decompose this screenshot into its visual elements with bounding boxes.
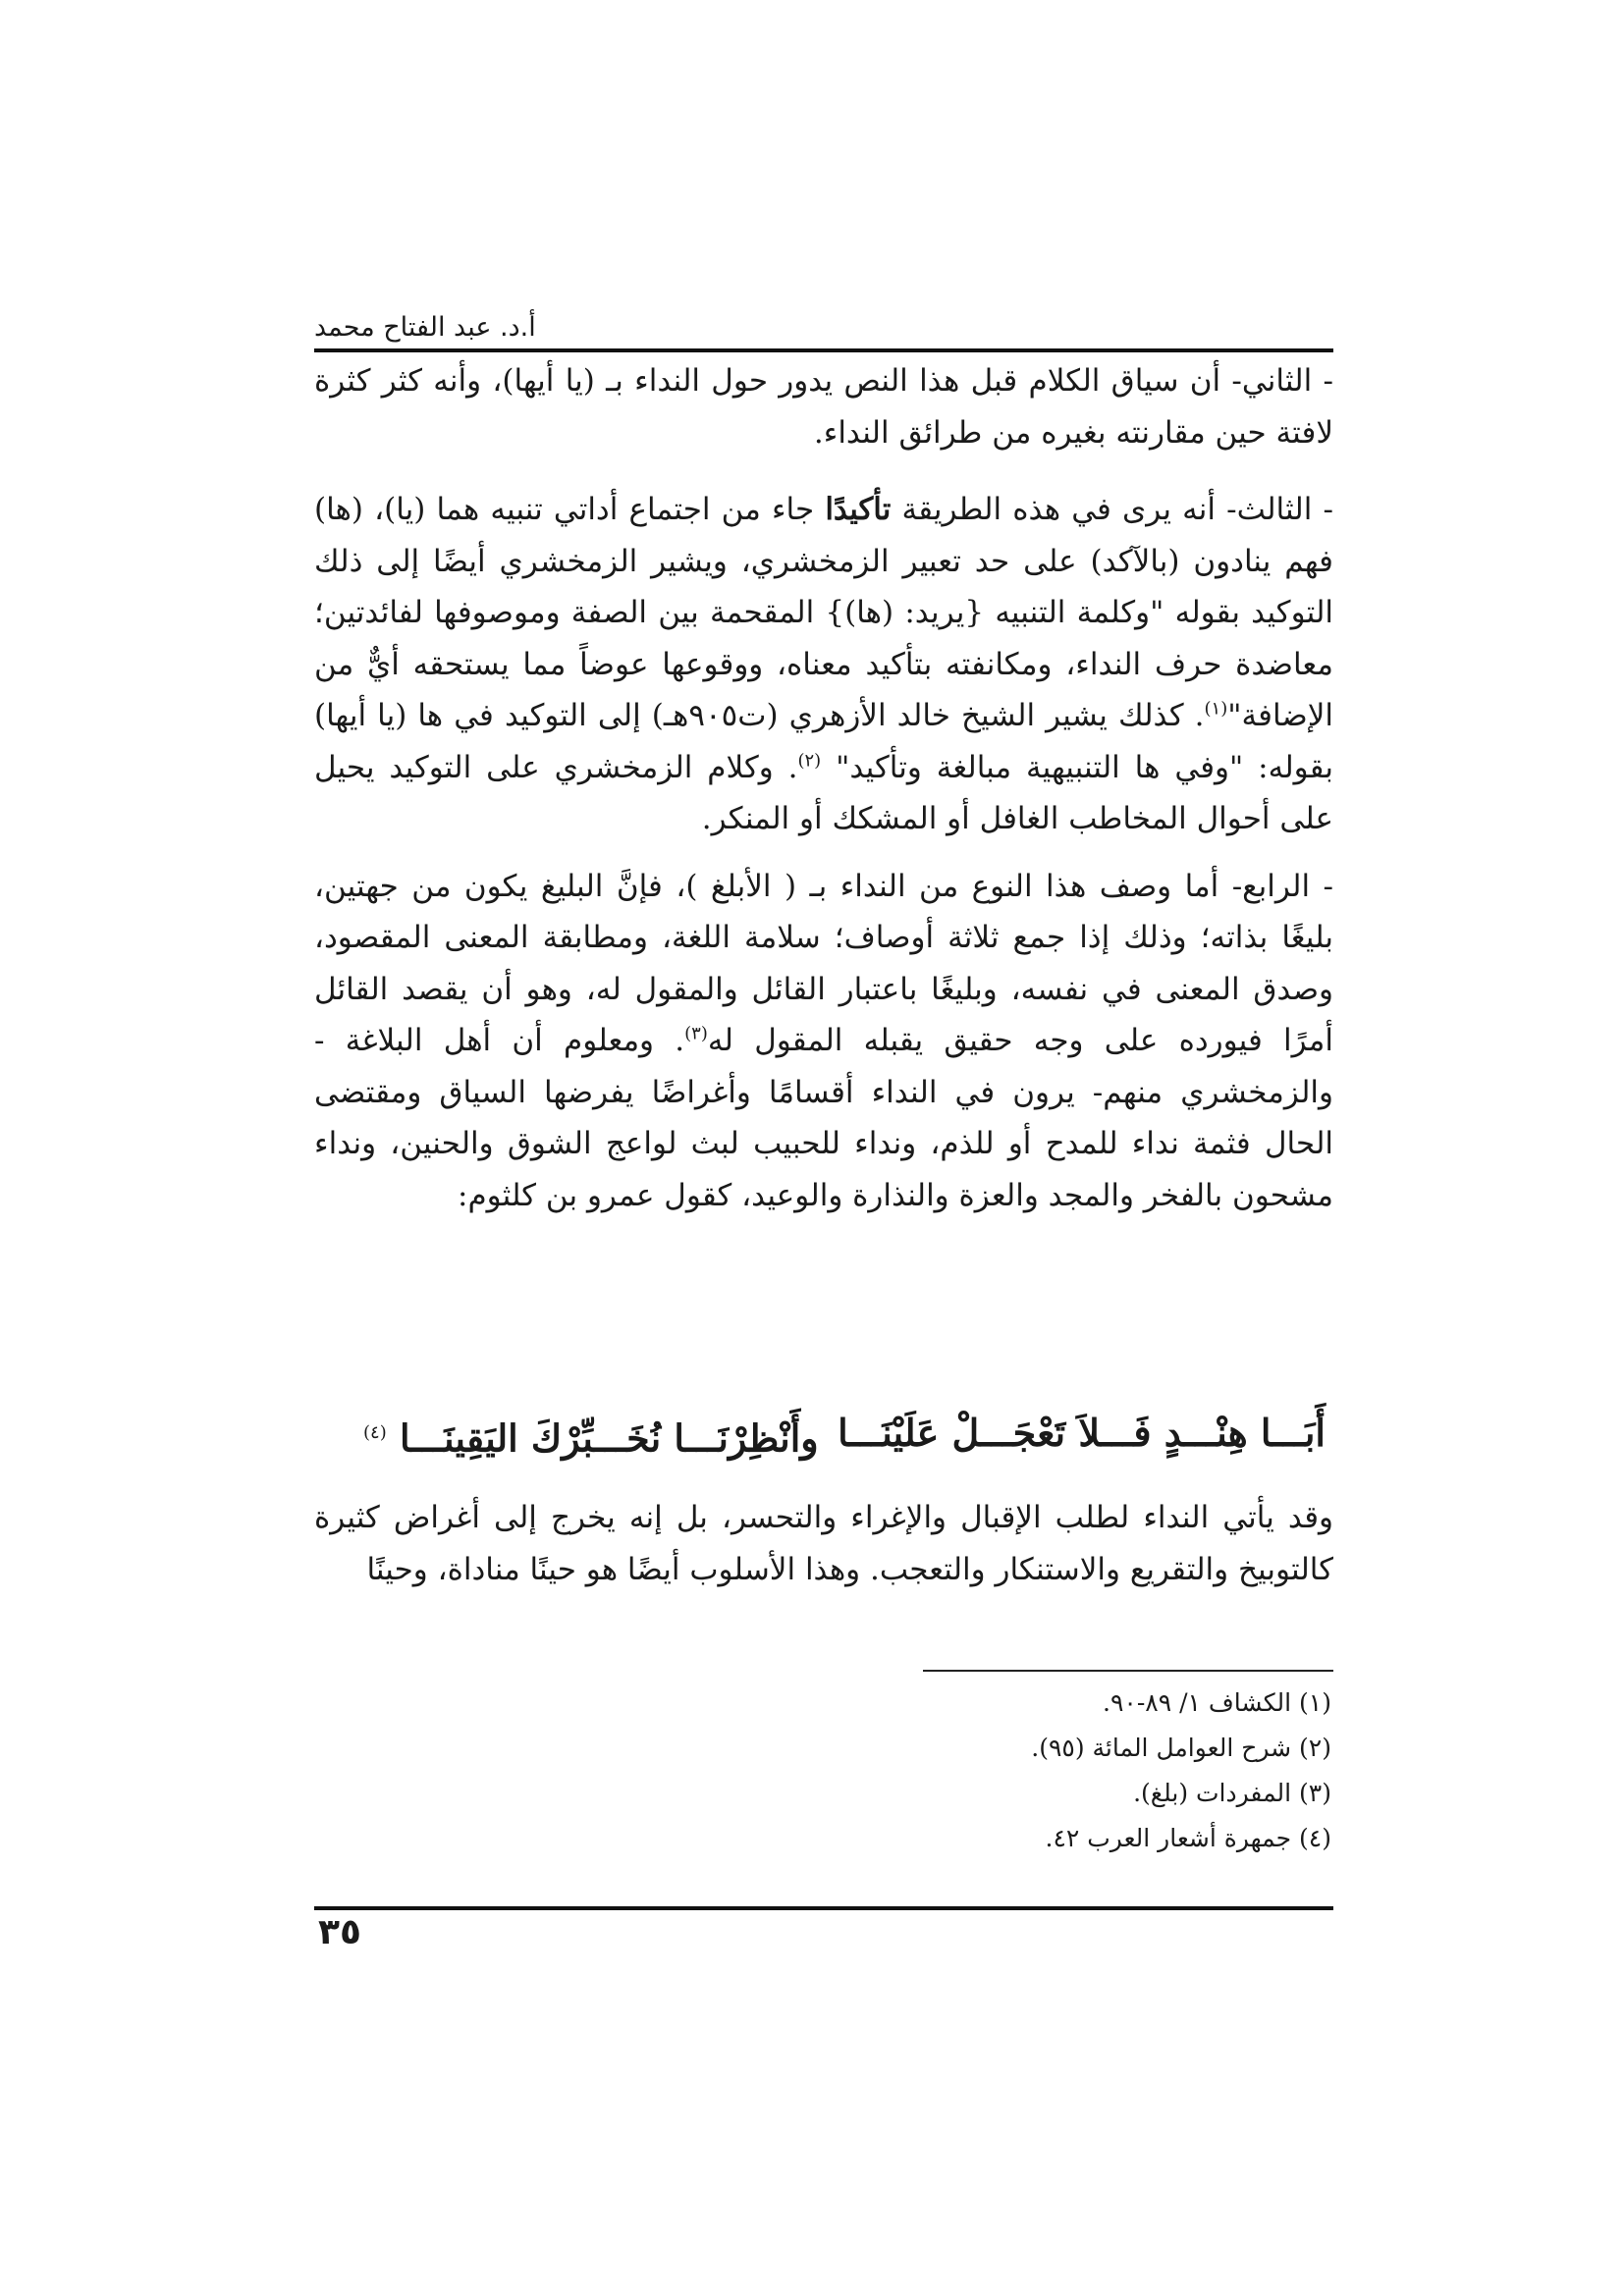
page-number: ٣٥ — [318, 1912, 361, 1952]
emphasis-text: تأكيدًا — [825, 492, 892, 527]
footnote-item: (١) الكشاف ١/ ٨٩-٩٠. — [1103, 1688, 1331, 1717]
footnote-ref-3: (٣) — [684, 1023, 708, 1044]
paragraph-third-point: - الثالث- أنه يرى في هذه الطريقة تأكيدًا جاء من اجتماع أداتي تنبيه هما (يا)، (ها) فهم ينادون (بالآكد) على حد تعبير الزمخشري، ويشير الزمخشري أيضًا إلى ذلك التوكيد بقوله "وكلمة التنبيه {يريد: (ها)} المقحمة بين الصفة وموصوفها لفائدتين؛ معاضدة حرف النداء، ومكانفته بتأكيد معناه، ووقوعها عوضاً مما يستحقه أيٌّ من الإضافة"$^{(١)}$. كذلك يشير الشيخ خالد الأزهري (ت٩٠٥هـ) إلى التوكيد في ها (يا أيها) بقوله: "وفي ها التنبيهية مبالغة وتأكيد" $^{(٢)}$. وكلام الزمخشري على التوكيد يحيل على أحوال المخاطب الغافل أو المشكك أو المنكر. — [314, 492, 1334, 836]
footnotes-list — [491, 1681, 1331, 1861]
footnote-item: (٣) المفردات (بلغ). — [1133, 1779, 1331, 1807]
footnote-item: (٤) جمهرة أشعار العرب ٤٢. — [1045, 1824, 1331, 1852]
closing-paragraph: وقد يأتي النداء لطلب الإقبال والإغراء والتحسر، بل إنه يخرج إلى أغراض كثيرة كالتوبيخ والتقريع والاستنكار والتعجب. وهذا الأسلوب أيضًا هو حينًا مناداة، وحينًا — [314, 1500, 1333, 1587]
paragraph-fourth-point: - الرابع- أما وصف هذا النوع من النداء بـ ( الأبلغ )، فإنَّ البليغ يكون من جهتين، بليغًا بذاته؛ وذلك إذا جمع ثلاثة أوصاف؛ سلامة اللغة، ومطابقة المعنى المقصود، وصدق المعنى في نفسه، وبليغًا باعتبار القائل والمقول له، وهو أن يقصد القائل أمرًا فيورده على وجه حقيق يقبله المقول له$^{(٣)}$. ومعلوم أن أهل البلاغة - والزمخشري منهم- يرون في النداء أقسامًا وأغراضًا يفرضها السياق ومقتضى الحال فثمة نداء للمدح أو للذم، ونداء للحبيب لبث لواعج الشوق والحنين، ونداء مشحون بالفخر والمجد والعزة والنذارة والوعيد، كقول عمرو بن كلثوم: — [314, 868, 1333, 1213]
running-header-author: أ.د. عبد الفتاح محمد — [314, 312, 536, 343]
footer-rule — [314, 1906, 1333, 1910]
footnote-ref-2: (٢) — [797, 750, 822, 772]
footnote-item: (٢) شرح العوامل المائة (٩٥). — [1031, 1734, 1331, 1762]
verse-second-hemistich: وأَنْظِرْنَـــا نُخَـــبِّرْكَ اليَقِينَـــا $^{(٤)}$ — [363, 1415, 819, 1461]
footnote-ref-1: (١) — [1204, 698, 1228, 720]
main-text — [314, 355, 1333, 1237]
header-rule — [314, 348, 1333, 352]
verse-first-hemistich: أَبَـــا هِنْـــدٍ فَـــلاَ تَعْجَـــلْ عَلَيْنَـــا — [838, 1411, 1326, 1455]
footnote-separator — [923, 1670, 1333, 1672]
footnote-ref-4: (٤) — [363, 1422, 387, 1443]
paragraph-second-point: - الثاني- أن سياق الكلام قبل هذا النص يدور حول النداء بـ (يا أيها)، وأنه كثر كثرة لافتة حين مقارنته بغيره من طرائق النداء. — [314, 363, 1333, 451]
